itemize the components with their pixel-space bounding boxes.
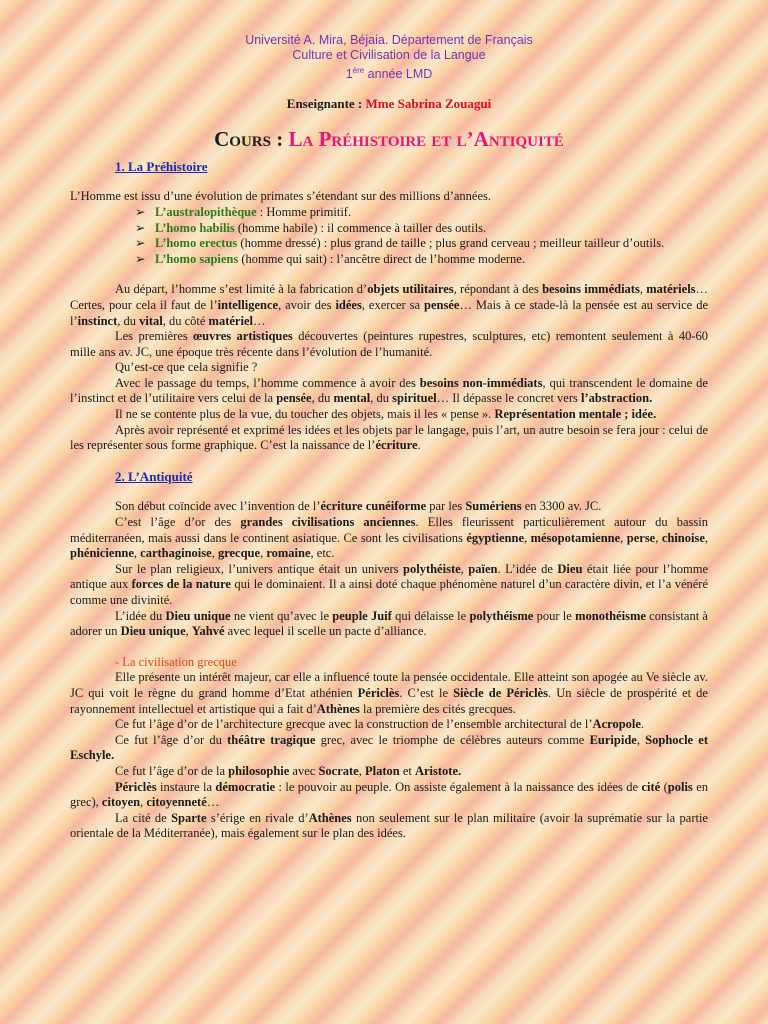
paragraph: La cité de Sparte s’érige en rivale d’Athènes non seulement sur le plan militaire (avoir la suprématie sur la partie orientale de la Méditerranée), mais également sur le plan des idées.	[70, 810, 708, 841]
list-item: ➢ L’homo sapiens (homme qui sait) : l’ancêtre direct de l’homme moderne.	[135, 251, 525, 266]
subsection-heading-greek: - La civilisation grecque	[115, 654, 237, 669]
paragraph: Ce fut l’âge d’or de la philosophie avec Socrate, Platon et Aristote.	[115, 763, 462, 778]
paragraph: L’idée du Dieu unique ne vient qu’avec le peuple Juif qui délaisse le polythéisme pour le monothéisme consistant à adorer un Dieu unique, Yahvé avec lequel il scelle un pacte d’alliance.	[70, 608, 708, 639]
species-list	[70, 205, 708, 267]
teacher-name: Mme Sabrina Zouagui	[365, 96, 492, 112]
arrow-bullet-icon: ➢	[135, 220, 146, 235]
paragraph: Elle présente un intérêt majeur, car elle a influencé toute la pensée occidentale. Elle atteint son apogée au Ve siècle av. JC qui voit le règne du grand homme d’Etat athénien Périclès. C’est le Siècle de Périclès. Un siècle de prospérité et de rayonnement intellectuel et artistique qui a fait d’Athènes la première des cités grecques.	[70, 670, 708, 716]
paragraph: Les premières œuvres artistiques découvertes (peintures rupestres, sculptures, etc) remontent seulement à 40-60 mille ans av. JC, une époque très récente dans l’évolution de l’humanité.	[70, 329, 709, 359]
page-title: Cours : La Préhistoire et l’Antiquité	[214, 126, 564, 151]
year-line: 1ère année LMD	[345, 66, 433, 82]
section-heading-antiquity: 2. L’Antiquité	[115, 468, 193, 484]
document-page	[70, 0, 708, 842]
paragraph: Après avoir représenté et exprimé les idées et les objets par le langage, puis l’art, un autre besoin se fera jour : celui de les représenter sous forme graphique. C’est la naissance de l’écriture.	[70, 422, 708, 453]
section-heading-prehistory: 1. La Préhistoire	[115, 158, 208, 174]
document-header	[70, 33, 708, 82]
paragraph: Il ne se contente plus de la vue, du toucher des objets, mais il les « pense ». Représentation mentale ; idée.	[115, 407, 657, 422]
teacher-line: Enseignante : Mme Sabrina Zouagui	[286, 96, 492, 112]
paragraph: C’est l’âge d’or des grandes civilisations anciennes. Elles fleurissent particulièrement autour du bassin méditerranéen, mais aussi dans le continent asiatique. Ce sont les civilisations égyptienne, mésopotamienne, perse, chinoise, phénicienne, carthaginoise, grecque, romaine, etc.	[70, 515, 709, 561]
paragraph: Avec le passage du temps, l’homme commence à avoir des besoins non-immédiats, qui transcendent le domaine de l’instinct et de l’utilitaire vers celui de la pensée, du mental, du spirituel… Il dépasse le concret vers l’abstraction.	[70, 375, 708, 406]
prehistory-intro: L’Homme est issu d’une évolution de primates s’étendant sur des millions d’années.	[70, 189, 491, 204]
paragraph: Son début coïncide avec l’invention de l’écriture cunéiforme par les Sumériens en 3300 av. JC.	[115, 499, 602, 514]
paragraph: Au départ, l’homme s’est limité à la fabrication d’objets utilitaires, répondant à des besoins immédiats, matériels… Certes, pour cela il faut de l’intelligence, avoir des idées, exercer sa pensée… Mais à ce stade-là la pensée est au service de l’instinct, du vital, du côté matériel…	[70, 282, 709, 328]
list-item: ➢ L’homo habilis (homme habile) : il commence à tailler des outils.	[135, 220, 487, 235]
arrow-bullet-icon: ➢	[135, 204, 146, 219]
list-item: ➢ L’homo erectus (homme dressé) : plus grand de taille ; plus grand cerveau ; meilleur tailleur d’outils.	[135, 236, 665, 251]
paragraph: Qu’est-ce que cela signifie ?	[115, 360, 258, 375]
university-line: Université A. Mira, Béjaia. Département de Français	[245, 33, 533, 47]
arrow-bullet-icon: ➢	[135, 236, 146, 251]
list-item: ➢ L’australopithèque : Homme primitif.	[135, 204, 352, 219]
arrow-bullet-icon: ➢	[135, 251, 146, 266]
paragraph: Ce fut l’âge d’or de l’architecture grecque avec la construction de l’ensemble architectural de l’Acropole.	[115, 717, 645, 732]
paragraph: Sur le plan religieux, l’univers antique était un univers polythéiste, païen. L’idée de Dieu était liée pour l’homme antique aux forces de la nature qui le dominaient. Il a ainsi doté chaque phénomène naturel d’un caractère divin, et l’a vénéré comme une divinité.	[70, 561, 709, 607]
paragraph: Ce fut l’âge d’or du théâtre tragique grec, avec le triomphe de célèbres auteurs comme Euripide, Sophocle et Eschyle.	[70, 732, 709, 763]
course-line: Culture et Civilisation de la Langue	[292, 48, 486, 62]
paragraph: Périclès instaure la démocratie : le pouvoir au peuple. On assiste également à la naissance des idées de cité (polis en grec), citoyen, citoyenneté…	[70, 779, 708, 810]
